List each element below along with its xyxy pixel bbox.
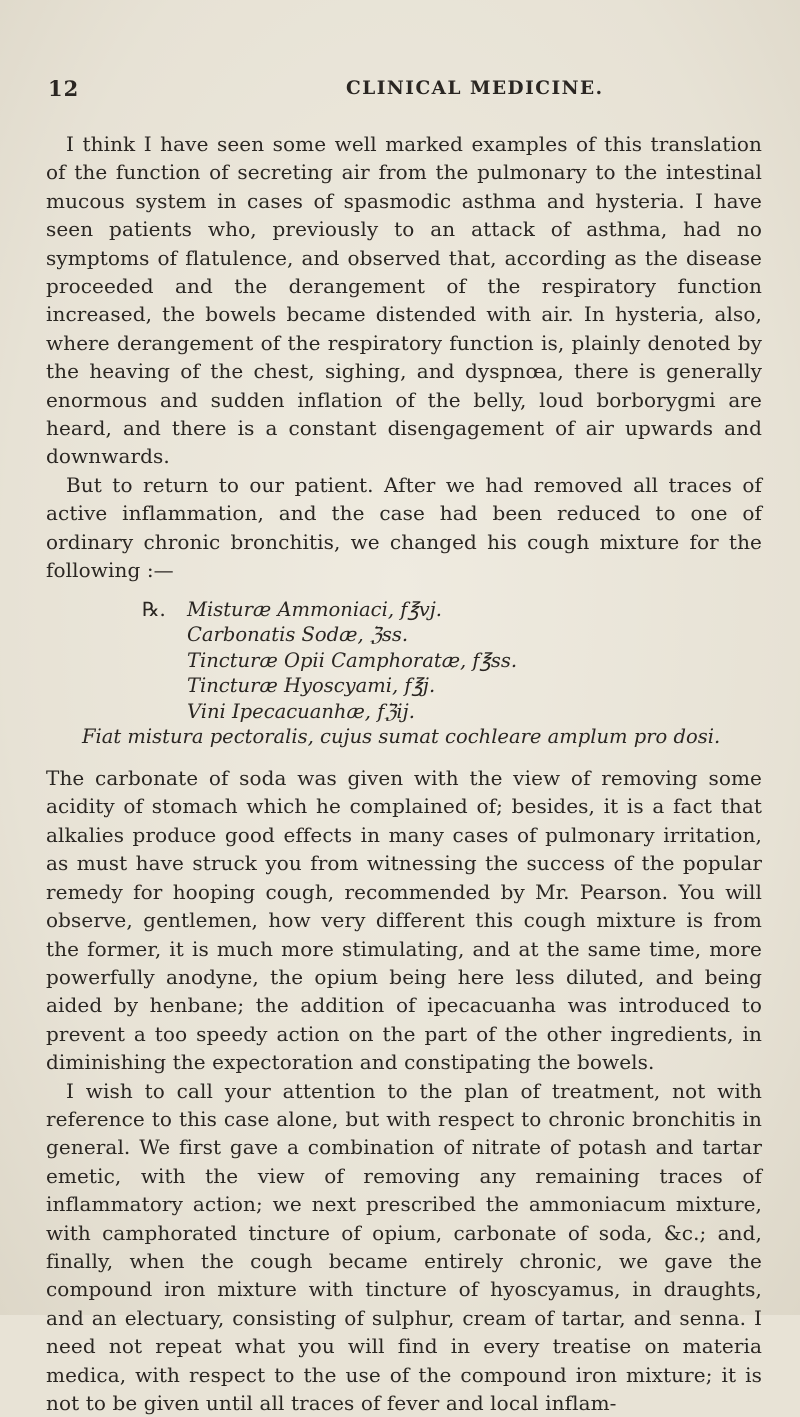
running-head: CLINICAL MEDICINE. [346,78,604,99]
prescription-ingredient: Misturæ Ammoniaci, f℥vj. [187,597,442,621]
rx-symbol: ℞. [142,597,166,621]
paragraph-carbonate-of-soda: The carbonate of soda was given with the view of removing some acidity of stomach which he complained of; besides, it is a fact that alkalies produce good effects in many cases of pulmonary irritation, as must have struck you from witnessing the success of the popular remedy for hooping cough, recommended by Mr. Pearson. You will observe, gentlemen, how very different this cough mixture is from the former, it is much more stimulating, and at the same time, more powerfully anodyne, the opium being here less diluted, and being aided by henbane; the addition of ipecacuanha was introduced to prevent a too speedy action on the part of the other ingredients, in diminishing the expectoration and constipating the bowels. [46,766,762,1075]
paragraph-return-to-patient: But to return to our patient. After we had removed all traces of active inflammation, and the case had been reduced to one of ordinary chronic bronchitis, we changed his cough mixture for the following :— [46,472,762,583]
prescription-ingredient: Tincturæ Hyoscyami, f℥j. [187,674,436,698]
page-header [48,76,760,106]
page-number: 12 [48,76,80,101]
prescription [46,597,762,751]
prescription-line-1 [46,597,762,623]
prescription-ingredient: Tincturæ Opii Camphoratæ, f℥ss. [187,648,518,672]
prescription-line-5 [46,699,762,725]
prescription-line-3 [46,648,762,674]
prescription-ingredient: Vini Ipecacuanhæ, fℨij. [187,699,415,723]
prescription-line-2 [46,622,762,648]
body-text [46,130,762,1417]
prescription-ingredient: Carbonatis Sodæ, ℨss. [187,623,409,647]
prescription-directions: Fiat mistura pectoralis, cujus sumat cochleare amplum pro dosi. [82,725,721,749]
paragraph-translation-of-function: I think I have seen some well marked examples of this translation of the function of secreting air from the pulmonary to the intestinal mucous system in cases of spasmodic asthma and hysteria. I have seen patients who, previously to an attack of asthma, had no symptoms of flatulence, and observed that, according as the disease proceeded and the derangement of the respiratory function increased, the bowels became distended with air. In hysteria, also, where derangement of the respiratory function is, plainly denoted by the heaving of the chest, sighing, and dyspnœa, there is generally enormous and sudden inflation of the belly, loud borborygmi are heard, and there is a constant disengagement of air upwards and downwards. [46,132,762,469]
prescription-line-4 [46,673,762,699]
paragraph-plan-of-treatment: I wish to call your attention to the plan of treatment, not with reference to this case alone, but with respect to chronic bronchitis in general. We first gave a combination of nitrate of potash and tartar emetic, with the view of removing any remaining traces of inflammatory action; we next prescribed the ammoniacum mixture, with camphorated tincture of opium, carbonate of soda, &c.; and, finally, when the cough became entirely chronic, we gave the compound iron mixture with tincture of hyoscyamus, in draughts, and an electuary, consisting of sulphur, cream of tartar, and senna. I need not repeat what you will find in every treatise on materia medica, with respect to the use of the compound iron mixture; it is not to be given until all traces of fever and local inflam- [46,1078,762,1415]
